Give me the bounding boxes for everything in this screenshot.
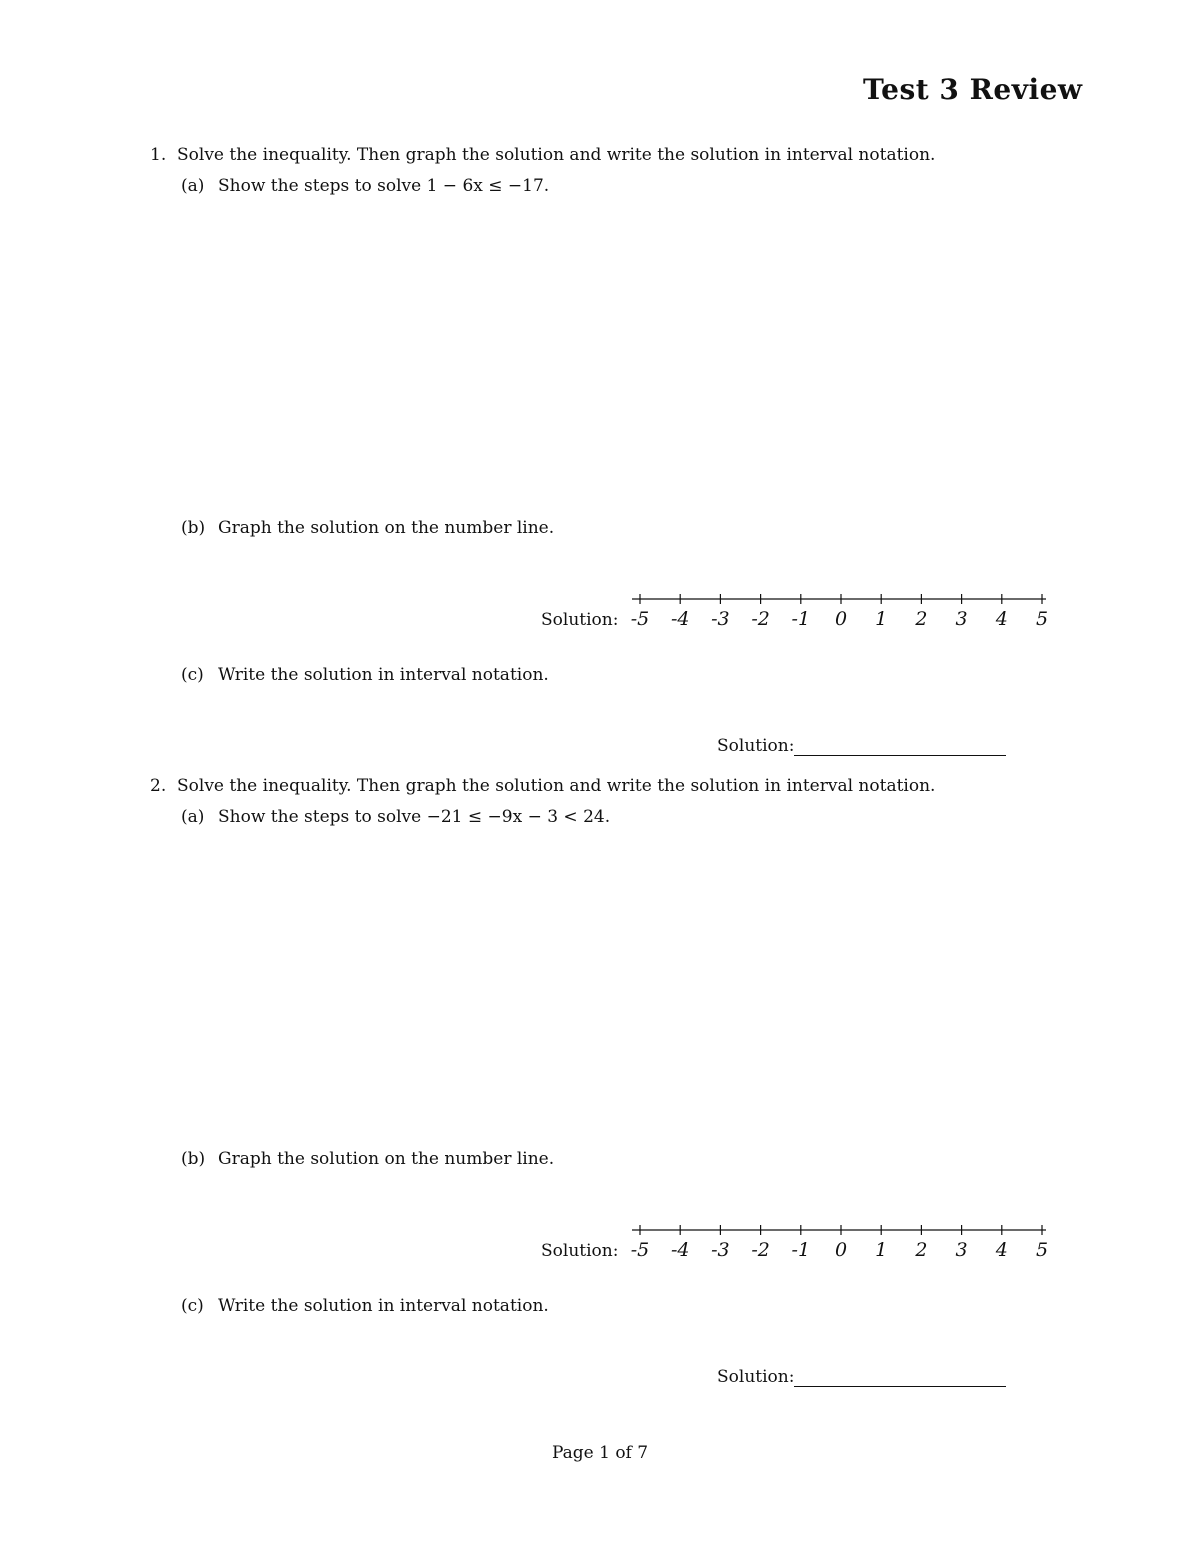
q1-number-line-label: Solution: [541,610,619,630]
q1-number-line[interactable] [626,590,1056,640]
q1-part-b-label: (b) [181,518,206,538]
question-2-text: Solve the inequality. Then graph the solution and write the solution in interval notation. [177,776,936,796]
number-line-tick-label: 5 [1035,1239,1049,1261]
number-line-tick-label: 2 [915,1239,928,1261]
number-line-tick-label: -1 [791,1239,811,1261]
number-line-tick-label: 0 [834,1239,848,1261]
question-1-number: 1. [150,145,167,165]
q2-answer-label: Solution: [717,1367,795,1387]
q1-part-a-label: (a) [181,176,205,196]
number-line-tick-label: -4 [670,1239,690,1261]
q2-part-a-label: (a) [181,807,205,827]
q2-part-c-label: (c) [181,1296,204,1316]
number-line-tick-label: -5 [630,608,650,630]
number-line-tick-label: -4 [670,608,690,630]
q1-part-b-text: Graph the solution on the number line. [218,518,555,538]
number-line-tick-label: 0 [834,608,848,630]
number-line-tick-label: -2 [751,1239,770,1261]
q1-answer-blank[interactable] [794,755,1006,756]
q1-part-a-text: Show the steps to solve 1 − 6x ≤ −17. [218,176,550,196]
page-title: Test 3 Review [863,73,1083,106]
page-footer: Page 1 of 7 [551,1443,649,1463]
q2-part-a-text: Show the steps to solve −21 ≤ −9x − 3 < 24. [218,807,611,827]
number-line-tick-label: -3 [711,608,730,630]
number-line-tick-label: 3 [955,608,968,630]
number-line-tick-label: -3 [711,1239,730,1261]
number-line-tick-label: 3 [955,1239,968,1261]
number-line-tick-label: 1 [875,1239,888,1261]
question-1-text: Solve the inequality. Then graph the solution and write the solution in interval notation. [177,145,936,165]
number-line-tick-label: -1 [791,608,811,630]
q1-answer-label: Solution: [717,736,795,756]
number-line-tick-label: 2 [915,608,928,630]
question-2-number: 2. [150,776,167,796]
number-line-tick-label: 4 [995,1239,1008,1261]
q2-number-line[interactable] [626,1221,1056,1271]
q2-number-line-label: Solution: [541,1241,619,1261]
number-line-tick-label: 4 [995,608,1008,630]
number-line-tick-label: -5 [630,1239,650,1261]
q2-answer-blank[interactable] [794,1386,1006,1387]
q1-part-c-label: (c) [181,665,204,685]
number-line-tick-label: 5 [1035,608,1049,630]
number-line-tick-label: -2 [751,608,770,630]
q1-part-c-text: Write the solution in interval notation. [218,665,549,685]
q2-part-b-text: Graph the solution on the number line. [218,1149,555,1169]
q2-part-c-text: Write the solution in interval notation. [218,1296,549,1316]
number-line-tick-label: 1 [875,608,888,630]
q2-part-b-label: (b) [181,1149,206,1169]
